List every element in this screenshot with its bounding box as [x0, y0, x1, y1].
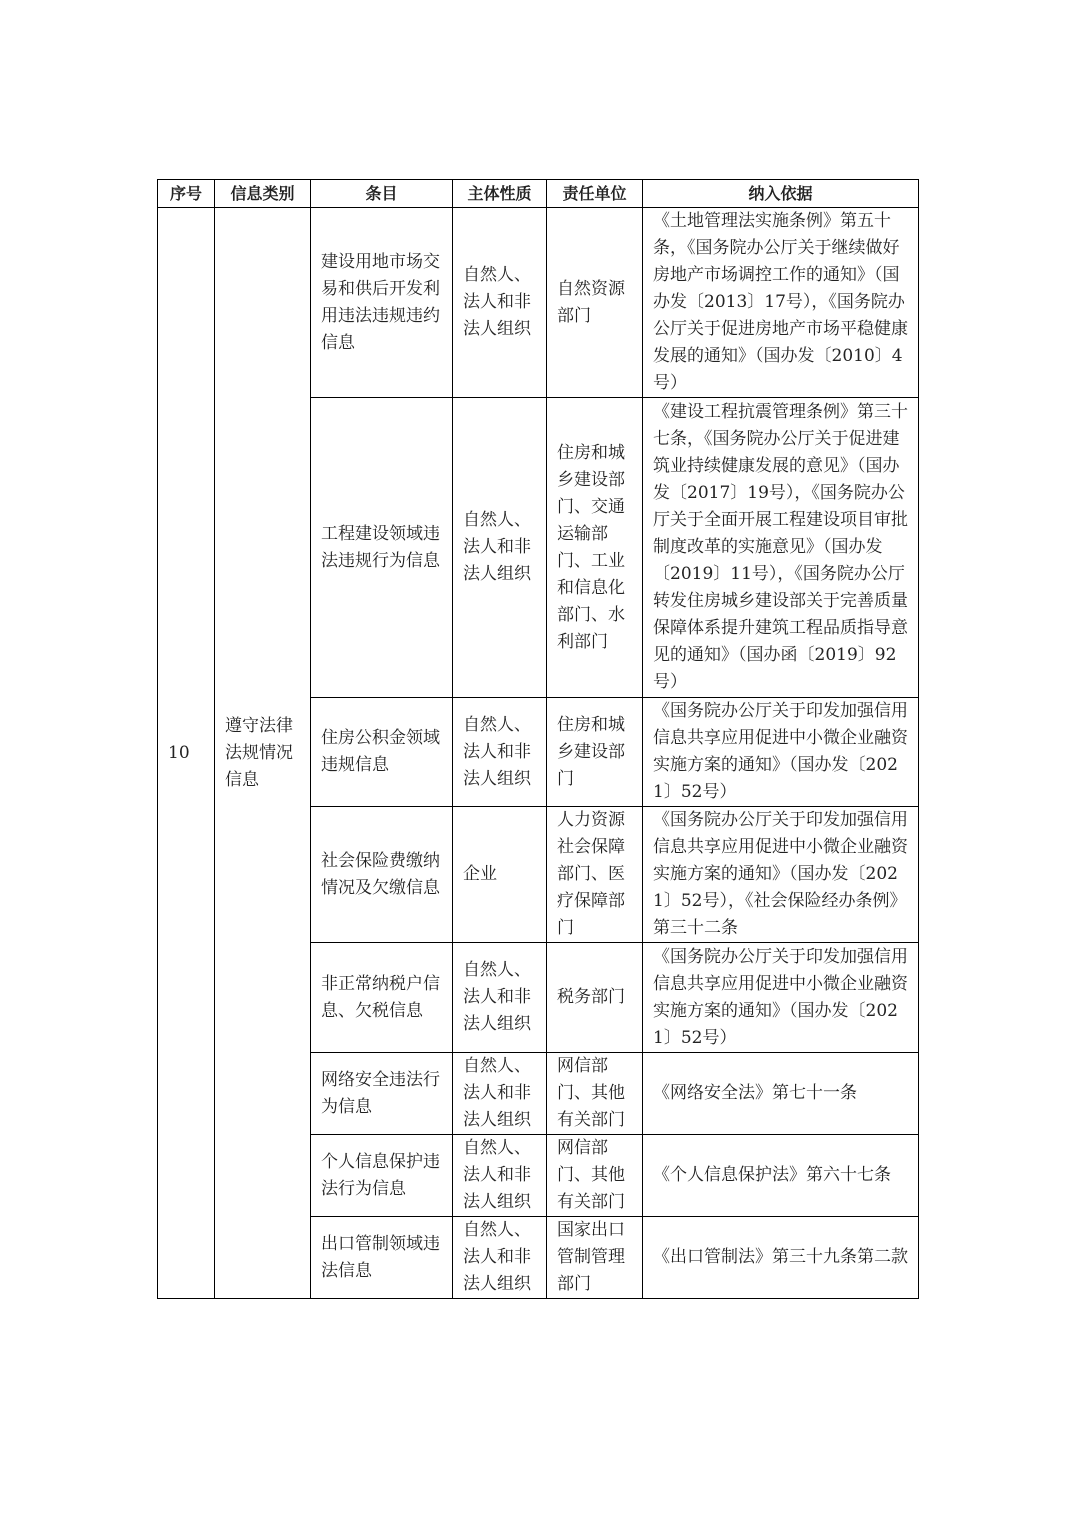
- header-item: 条目: [311, 180, 453, 208]
- group-number: 10: [158, 208, 215, 1299]
- dept-cell: 自然资源部门: [547, 208, 643, 398]
- item-cell: 网络安全违法行为信息: [311, 1053, 453, 1135]
- item-cell: 建设用地市场交易和供后开发利用违法违规违约信息: [311, 208, 453, 398]
- item-cell: 社会保险费缴纳情况及欠缴信息: [311, 807, 453, 943]
- subject-cell: 自然人、法人和非法人组织: [453, 1135, 547, 1217]
- basis-cell: 《建设工程抗震管理条例》第三十七条，《国务院办公厅关于促进建筑业持续健康发展的意见》（国办发〔2017〕19号），《国务院办公厅关于全面开展工程建设项目审批制度改革的实施意见》（国办发〔2019〕11号），《国务院办公厅转发住房城乡建设部关于完善质量保障体系提升建筑工程品质指导意见的通知》（国办函〔2019〕92号）: [643, 398, 919, 698]
- basis-cell: 《国务院办公厅关于印发加强信用信息共享应用促进中小微企业融资实施方案的通知》（国办发〔2021〕52号）: [643, 943, 919, 1053]
- dept-cell: 网信部门、其他有关部门: [547, 1135, 643, 1217]
- basis-cell: 《网络安全法》第七十一条: [643, 1053, 919, 1135]
- dept-cell: 国家出口管制管理部门: [547, 1217, 643, 1299]
- item-cell: 工程建设领域违法违规行为信息: [311, 398, 453, 698]
- item-cell: 出口管制领域违法信息: [311, 1217, 453, 1299]
- subject-cell: 自然人、法人和非法人组织: [453, 398, 547, 698]
- subject-cell: 自然人、法人和非法人组织: [453, 943, 547, 1053]
- dept-cell: 住房和城乡建设部门: [547, 698, 643, 807]
- subject-cell: 自然人、法人和非法人组织: [453, 1217, 547, 1299]
- header-number: 序号: [158, 180, 215, 208]
- item-cell: 非正常纳税户信息、欠税信息: [311, 943, 453, 1053]
- basis-cell: 《出口管制法》第三十九条第二款: [643, 1217, 919, 1299]
- header-row: [158, 180, 919, 208]
- dept-cell: 住房和城乡建设部门、交通运输部门、工业和信息化部门、水利部门: [547, 398, 643, 698]
- dept-cell: 网信部门、其他有关部门: [547, 1053, 643, 1135]
- header-dept: 责任单位: [547, 180, 643, 208]
- item-cell: 个人信息保护违法行为信息: [311, 1135, 453, 1217]
- subject-cell: 自然人、法人和非法人组织: [453, 1053, 547, 1135]
- info-catalog-table: [157, 179, 919, 1299]
- subject-cell: 企业: [453, 807, 547, 943]
- dept-cell: 税务部门: [547, 943, 643, 1053]
- group-category: 遵守法律法规情况信息: [215, 208, 311, 1299]
- header-basis: 纳入依据: [643, 180, 919, 208]
- dept-cell: 人力资源社会保障部门、医疗保障部门: [547, 807, 643, 943]
- header-subject: 主体性质: [453, 180, 547, 208]
- basis-cell: 《国务院办公厅关于印发加强信用信息共享应用促进中小微企业融资实施方案的通知》（国办发〔2021〕52号），《社会保险经办条例》第三十二条: [643, 807, 919, 943]
- subject-cell: 自然人、法人和非法人组织: [453, 208, 547, 398]
- table-row: [158, 208, 919, 398]
- basis-cell: 《个人信息保护法》第六十七条: [643, 1135, 919, 1217]
- item-cell: 住房公积金领域违规信息: [311, 698, 453, 807]
- basis-cell: 《土地管理法实施条例》第五十条，《国务院办公厅关于继续做好房地产市场调控工作的通知》（国办发〔2013〕17号），《国务院办公厅关于促进房地产市场平稳健康发展的通知》（国办发〔2010〕4号）: [643, 208, 919, 398]
- basis-cell: 《国务院办公厅关于印发加强信用信息共享应用促进中小微企业融资实施方案的通知》（国办发〔2021〕52号）: [643, 698, 919, 807]
- header-category: 信息类别: [215, 180, 311, 208]
- subject-cell: 自然人、法人和非法人组织: [453, 698, 547, 807]
